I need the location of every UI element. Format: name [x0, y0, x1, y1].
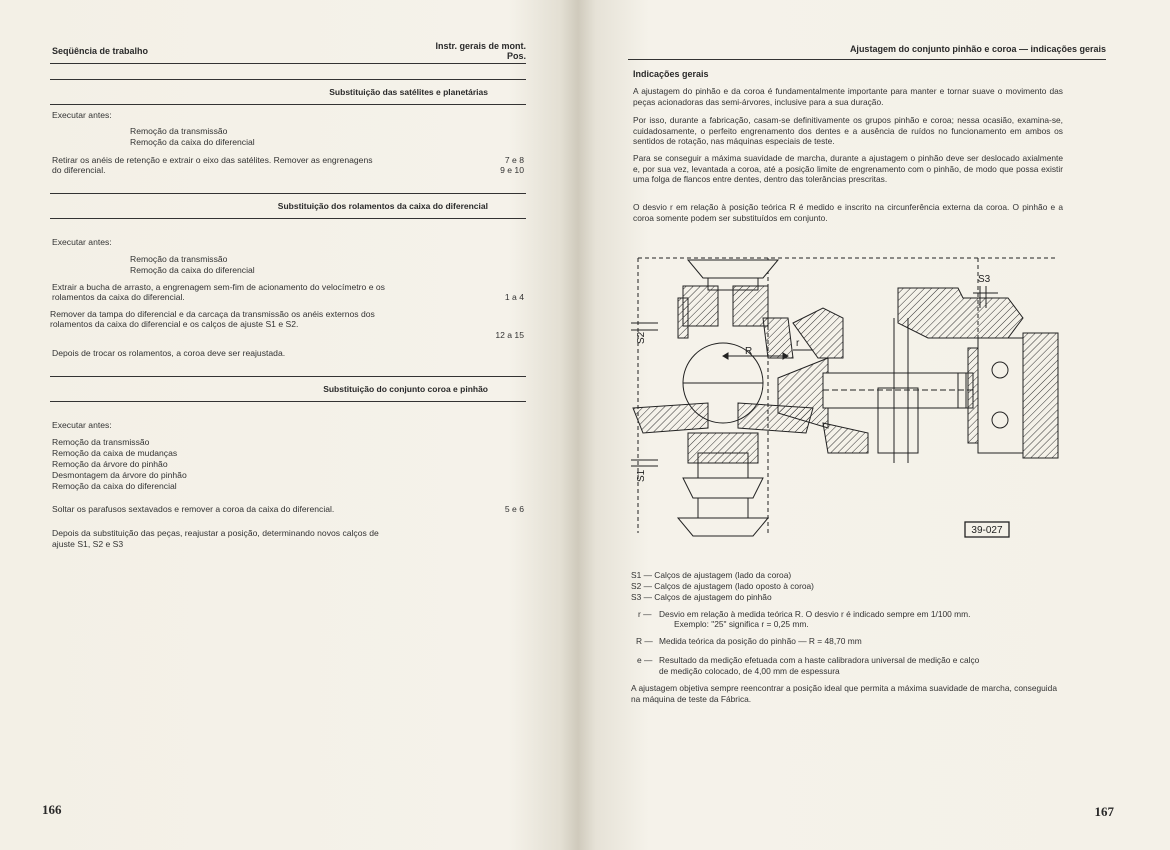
- label-s1: S1: [636, 469, 647, 482]
- section1-step1b: do diferencial.: [52, 165, 106, 175]
- legend-R-key: R —: [636, 636, 653, 646]
- legend-s1-text: Calços de ajustagem (lado da coroa): [654, 570, 792, 580]
- section2-pos2: 12 a 15: [495, 330, 524, 340]
- section1-bottom-rule: [50, 104, 526, 105]
- section2-step1: Extrair a bucha de arrasto, a engrenagem sem-fim de acionamento do velocímetro e os: [52, 282, 385, 292]
- label-r-capital: R: [745, 346, 753, 357]
- closing-paragraph: A ajustagem objetiva sempre reencontrar a posição ideal que permita a máxima suavidade de marcha, conseguida na máquina de teste da Fábrica.: [631, 683, 1057, 704]
- left-header-title: Seqüência de trabalho: [52, 46, 149, 56]
- section1-title: Substituição das satélites e planetárias: [329, 87, 488, 97]
- legend-r-example: Exemplo: "25" significa r = 0,25 mm.: [674, 619, 809, 629]
- paragraph-4: O desvio r em relação à posição teórica R é medido e inscrito na circunferência externa da coroa. O pinhão e a coroa somente podem ser substituídos em conjunto.: [633, 202, 1063, 223]
- section2-step2b: rolamentos da caixa do diferencial e os calços de ajuste S1 e S2.: [50, 319, 299, 329]
- label-s2: S2: [636, 331, 647, 344]
- left-page-number: 166: [42, 802, 62, 817]
- section3-top-rule: [50, 376, 526, 377]
- pinion-crown-drawing: [628, 238, 1068, 553]
- legend-s3-text: Calços de ajustagem do pinhão: [654, 592, 772, 602]
- right-page: [578, 0, 1170, 850]
- section3-step2: Depois da substituição das peças, reajustar a posição, determinando novos calços de: [52, 528, 379, 538]
- section3-item-5: Remoção da caixa do diferencial: [52, 481, 177, 491]
- legend-s2-key: S2 —: [631, 581, 652, 591]
- legend-s1-key: S1 —: [631, 570, 652, 580]
- section2-bottom-rule: [50, 218, 526, 219]
- section1-step1: Retirar os anéis de retenção e extrair o eixo das satélites. Remover as engrenagens: [52, 155, 373, 165]
- section2-before: Executar antes:: [52, 237, 112, 247]
- right-header-title: Ajustagem do conjunto pinhão e coroa — indicações gerais: [849, 44, 1106, 54]
- left-page: [0, 0, 578, 850]
- section3-before: Executar antes:: [52, 420, 112, 430]
- section1-pos1: 7 e 8: [504, 155, 524, 165]
- section3-bottom-rule: [50, 401, 526, 402]
- legend-r: Desvio em relação à medida teórica R. O desvio r é indicado sempre em 1/100 mm.: [659, 609, 971, 619]
- section1-top-rule: [50, 79, 526, 80]
- section3-item-3: Remoção da árvore do pinhão: [52, 459, 168, 469]
- right-header-rule: [628, 59, 1106, 60]
- section1-item-2: Remoção da caixa do diferencial: [130, 137, 255, 147]
- section3-item-4: Desmontagem da árvore do pinhão: [52, 470, 187, 480]
- left-header-instr: Instr. gerais de mont.: [435, 41, 526, 51]
- legend-e-line2: de medição colocado, de 4,00 mm de espessura: [659, 666, 840, 676]
- section3-step1: Soltar os parafusos sextavados e remover a coroa da caixa do diferencial.: [52, 504, 335, 514]
- legend-e-key: e —: [637, 655, 653, 665]
- section2-item-1: Remoção da transmissão: [130, 254, 228, 264]
- paragraph-2: Por isso, durante a fabricação, casam-se definitivamente os grupos pinhão e coroa; nessa ocasião, examina-se, cuidadosamente, o perfeito engrenamento dos dentes e a ausência de ruídos no funcionamento em ambos os sentidos de rotação, nas máquinas especiais de teste.: [633, 115, 1063, 146]
- paragraph-1: A ajustagem do pinhão e da coroa é fundamentalmente importante para manter e tornar suave o movimento das peças acionadoras das semi-árvores, inclusive para a sua duração.: [633, 86, 1063, 107]
- section3-title: Substituição do conjunto coroa e pinhão: [323, 384, 488, 394]
- section1-item-1: Remoção da transmissão: [130, 126, 228, 136]
- section2-step2: Remover da tampa do diferencial e da carcaça da transmissão os anéis externos dos: [50, 309, 375, 319]
- legend-s3-key: S3 —: [631, 592, 652, 602]
- section3-item-1: Remoção da transmissão: [52, 437, 150, 447]
- legend-s1: [631, 570, 791, 581]
- section2-title: Substituição dos rolamentos da caixa do diferencial: [277, 201, 488, 211]
- section2-step1b: rolamentos da caixa do diferencial.: [52, 292, 185, 302]
- section-subtitle: Indicações gerais: [633, 69, 709, 79]
- legend-s2-text: Calços de ajustagem (lado oposto à coroa): [654, 581, 814, 591]
- section3-step2b: ajuste S1, S2 e S3: [52, 539, 124, 549]
- section1-before: Executar antes:: [52, 110, 112, 120]
- label-r-small: r: [796, 338, 800, 349]
- legend-s2: [631, 581, 814, 592]
- legend-R: Medida teórica da posição do pinhão — R = 48,70 mm: [659, 636, 862, 646]
- header-rule: [50, 63, 526, 64]
- section2-top-rule: [50, 193, 526, 194]
- section2-item-2: Remoção da caixa do diferencial: [130, 265, 255, 275]
- section2-step3: Depois de trocar os rolamentos, a coroa deve ser reajustada.: [52, 348, 286, 358]
- section3-item-2: Remoção da caixa de mudanças: [52, 448, 178, 458]
- figure-code: 39-027: [971, 525, 1003, 536]
- section2-pos1: 1 a 4: [504, 292, 524, 302]
- legend-e-line1: Resultado da medição efetuada com a haste calibradora universal de medição e calço: [659, 655, 980, 665]
- label-s3: S3: [978, 274, 991, 285]
- legend-s3: [631, 592, 772, 603]
- section3-pos1: 5 e 6: [504, 504, 524, 514]
- legend-r-key: r —: [638, 609, 652, 619]
- right-page-number: 167: [1094, 804, 1114, 819]
- section1-pos1b: 9 e 10: [500, 165, 524, 175]
- left-header-pos: Pos.: [506, 51, 526, 61]
- paragraph-3: Para se conseguir a máxima suavidade de marcha, durante a ajustagem o pinhão deve ser deslocado axialmente e, por sua vez, levantada a coroa, até a posição limite de engrenamento com o pinhão, de modo que possa existir uma folga de flancos entre dentes, dentro das tolerâncias prescritas.: [633, 153, 1063, 184]
